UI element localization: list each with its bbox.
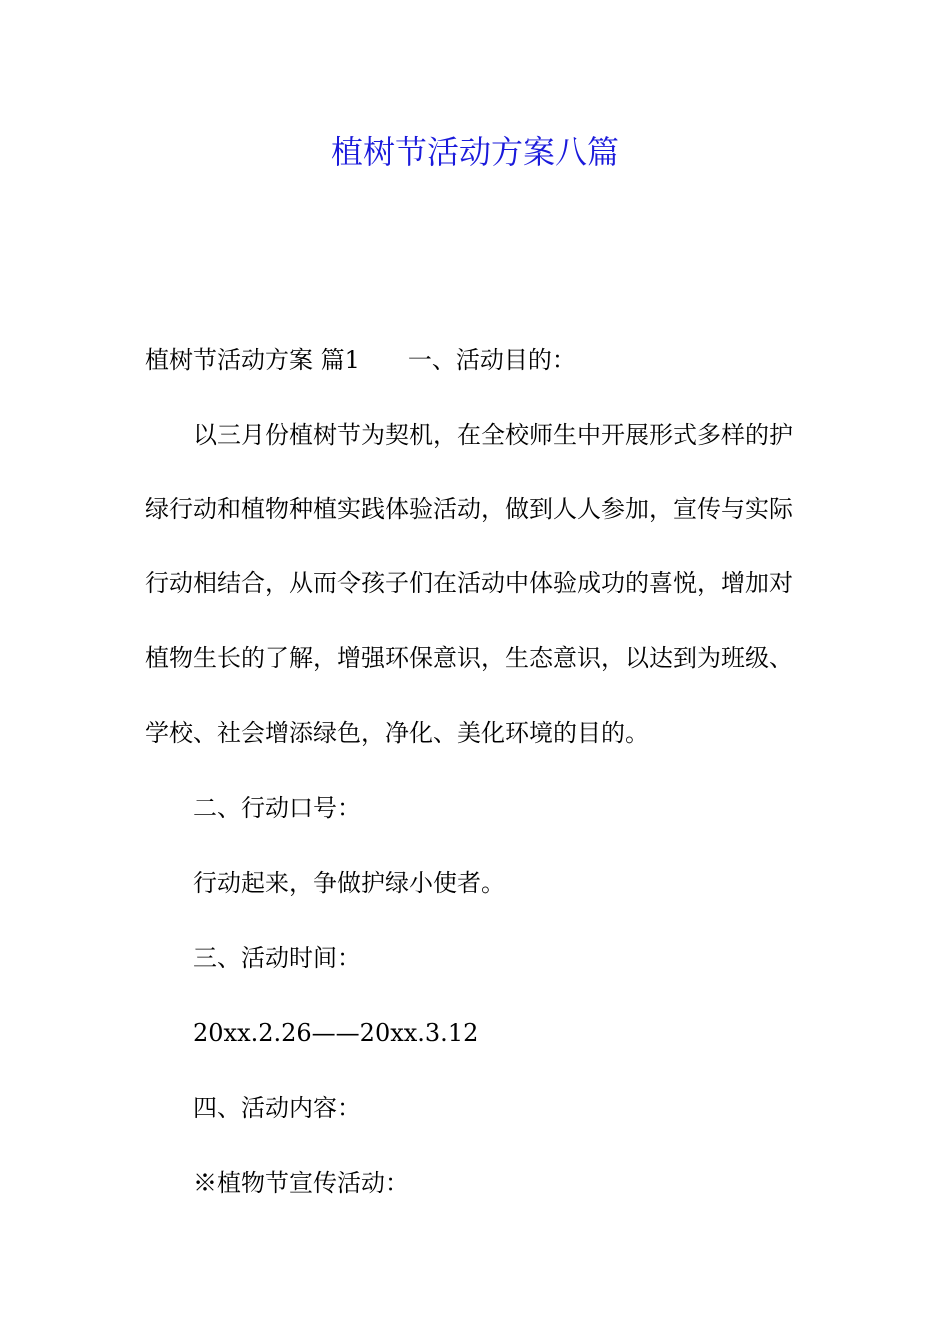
heading-activity-time: 三、活动时间： bbox=[193, 944, 361, 972]
paragraph-line: 行动相结合，从而令孩子们在活动中体验成功的喜悦，增加对 bbox=[145, 569, 793, 597]
paragraph-line: 学校、社会增添绿色，净化、美化环境的目的。 bbox=[145, 719, 649, 747]
paragraph-line: 以三月份植树节为契机，在全校师生中开展形式多样的护 bbox=[193, 421, 793, 449]
heading-activity-content: 四、活动内容： bbox=[193, 1094, 361, 1122]
paragraph-line: 植物生长的了解，增强环保意识，生态意识，以达到为班级、 bbox=[145, 644, 793, 672]
heading-action-slogan: 二、行动口号： bbox=[193, 794, 361, 822]
document-title: 植树节活动方案八篇 bbox=[330, 133, 619, 171]
time-range-text: 20xx.2.26——20xx.3.12 bbox=[193, 1019, 479, 1047]
heading-activity-purpose: 一、活动目的： bbox=[407, 346, 576, 374]
slogan-text: 行动起来，争做护绿小使者。 bbox=[193, 869, 505, 897]
content-item: ※植物节宣传活动： bbox=[193, 1169, 409, 1197]
section-heading-row bbox=[145, 342, 576, 378]
paragraph-line: 绿行动和植物种植实践体验活动，做到人人参加，宣传与实际 bbox=[145, 495, 793, 523]
section-label: 植树节活动方案 篇1 bbox=[145, 346, 360, 374]
